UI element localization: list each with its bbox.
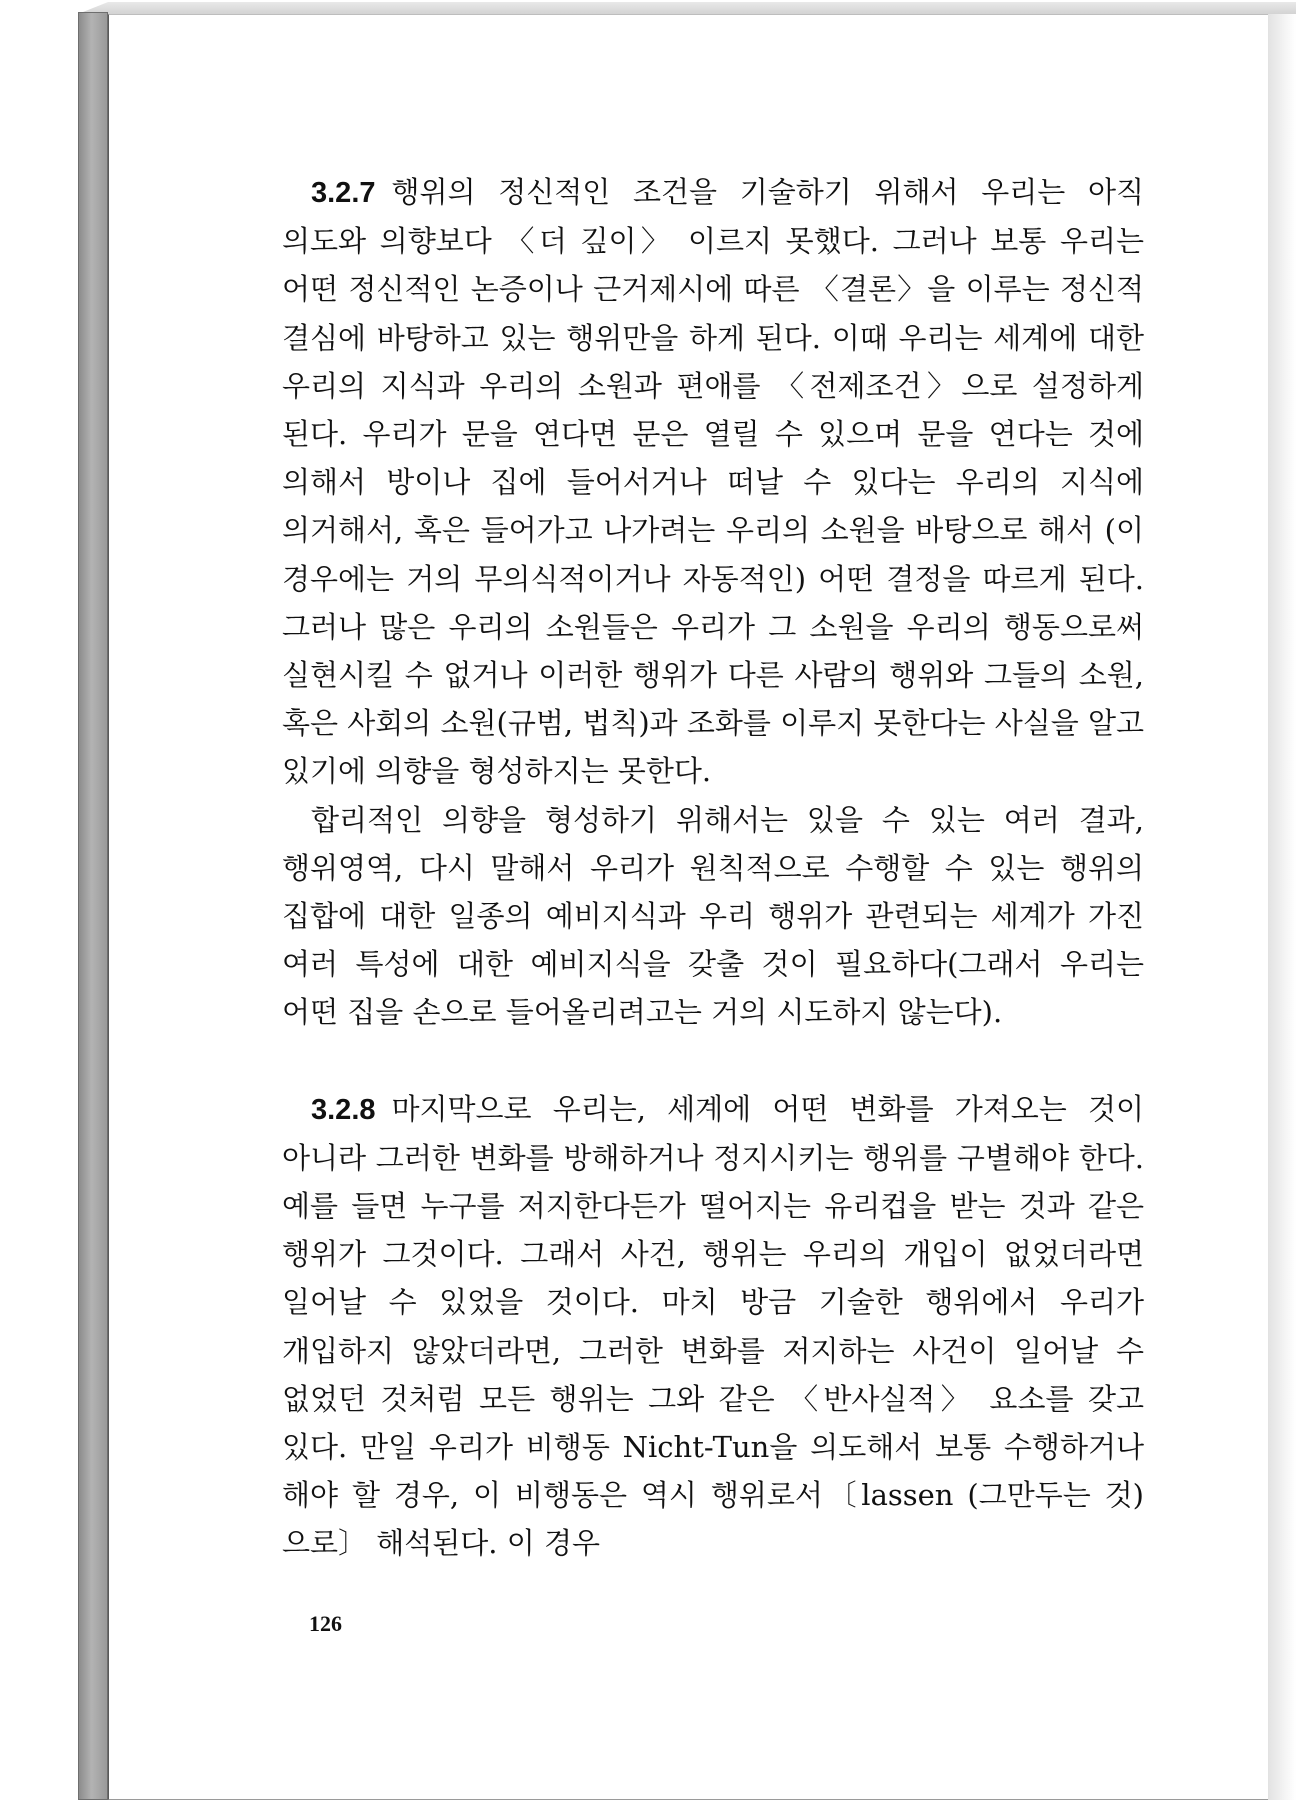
section-3-2-7-continuation: 합리적인 의향을 형성하기 위해서는 있을 수 있는 여러 결과, 행위영역, 다시 말해서 우리가 원칙적으로 수행할 수 있는 행위의 집합에 대한 일종의 예비지식과 우리 행위가 관련되는 세계가 가진 여러 특성에 대한 예비지식을 갖출 것이 필요하다(그래서 우리는 어떤 집을 손으로 들어올리려고는 거의 시도하지 않는다). (282, 802, 1144, 1030)
section-number: 3.2.7 (311, 177, 376, 209)
section-3-2-8 (282, 1085, 1144, 1568)
page-body (282, 168, 1144, 1568)
page-right-shadow (1268, 14, 1296, 1800)
section-gap (282, 1037, 1144, 1085)
section-number: 3.2.8 (311, 1093, 376, 1126)
section-3-2-7 (282, 168, 1144, 796)
page-number: 126 (309, 1611, 342, 1636)
section-text: 행위의 정신적인 조건을 기술하기 위해서 우리는 아직 의도와 의향보다 〈더 깊이〉 이르지 못했다. 그러나 보통 우리는 어떤 정신적인 논증이나 근거제시에 따른 〈결론〉을 이루는 정신적 결심에 바탕하고 있는 행위만을 하게 된다. 이때 우리는 세계에 대한 우리의 지식과 우리의 소원과 편애를 〈전제조건〉으로 설정하게 된다. 우리가 문을 연다면 문은 열릴 수 있으며 문을 연다는 것에 의해서 방이나 집에 들어서거나 떠날 수 있다는 우리의 지식에 의거해서, 혹은 들어가고 나가려는 우리의 소원을 바탕으로 해서 (이 경우에는 거의 무의식적이거나 자동적인) 어떤 결정을 따르게 된다. 그러나 많은 우리의 소원들은 우리가 그 소원을 우리의 행동으로써 실현시킬 수 없거나 이러한 행위가 다른 사람의 행위와 그들의 소원, 혹은 사회의 소원(규범, 법칙)과 조화를 이루지 못한다는 사실을 알고 있기에 의향을 형성하지는 못한다. (282, 175, 1144, 789)
section-text: 마지막으로 우리는, 세계에 어떤 변화를 가져오는 것이 아니라 그러한 변화를 방해하거나 정지시키는 행위를 구별해야 한다. 예를 들면 누구를 저지한다든가 떨어지는 유리컵을 받는 것과 같은 행위가 그것이다. 그래서 사건, 행위는 우리의 개입이 없었더라면 일어날 수 있었을 것이다. 마치 방금 기술한 행위에서 우리가 개입하지 않았더라면, 그러한 변화를 저지하는 사건이 일어날 수 없었던 것처럼 모든 행위는 그와 같은 〈반사실적〉 요소를 갖고 있다. 만일 우리가 비행동 Nicht-Tun을 의도해서 보통 수행하거나 해야 할 경우, 이 비행동은 역시 행위로서〔lassen (그만두는 것)으로〕 해석된다. 이 경우 (282, 1091, 1144, 1561)
page-stack-edge (78, 12, 108, 1800)
